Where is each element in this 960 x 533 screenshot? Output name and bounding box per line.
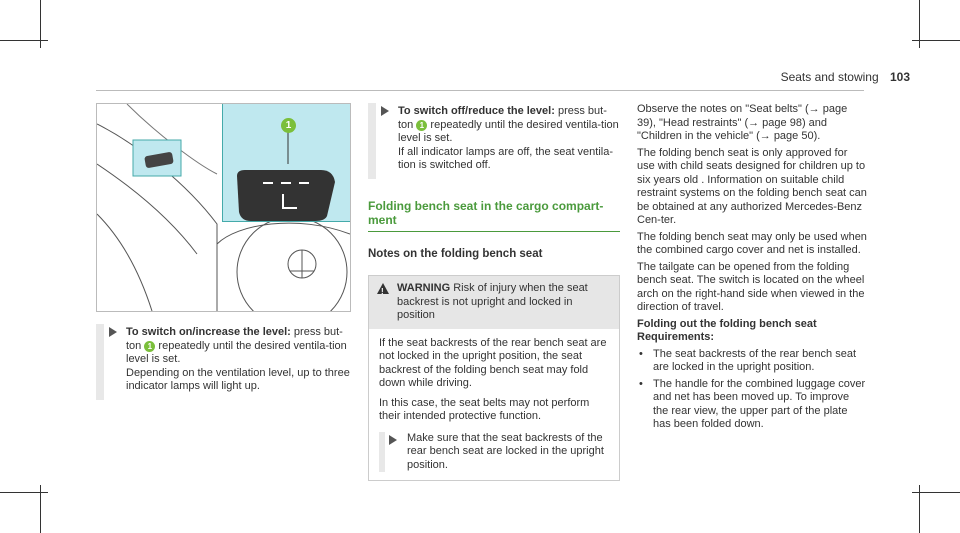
step-title: To switch on/increase the level: (126, 326, 291, 338)
warning-header (369, 276, 619, 329)
step-arrow-icon (381, 106, 389, 116)
seat-ventilation-figure (96, 103, 351, 312)
warning-step-text: Make sure that the seat backrests of the rear bench seat are locked in the upright position. (407, 431, 604, 471)
crop-mark (0, 40, 48, 41)
step-arrow-icon (109, 327, 117, 337)
left-column (96, 324, 350, 400)
warning-triangle-icon: ! (377, 283, 389, 294)
requirements-label: Requirements: (637, 331, 715, 343)
bullet-item: • The handle for the combined luggage cover and net has been moved up. To improve the rear view, the upper part of the plate has been folded down. (637, 378, 867, 432)
subheading: Folding out the folding bench seat (637, 317, 817, 330)
step-title: To switch off/reduce the level: (398, 105, 555, 117)
page-header (781, 70, 910, 84)
warning-body (369, 329, 619, 481)
warning-head-text: Risk of injury when the seat backrest is not upright and locked in position (397, 282, 588, 321)
subsection-title: Notes on the folding bench seat (368, 247, 543, 260)
step-text: repeatedly until the desired ventila-tion level is set. (126, 339, 347, 365)
switch-off-step (368, 103, 620, 179)
callout-1-badge: 1 (144, 341, 155, 352)
paragraph: The folding bench seat may only be used when the combined cargo cover and net is installed. (637, 230, 867, 256)
paragraph: The folding bench seat is only approved for use with child seats designed for children up to six years old . Information on suitable child restraint systems on the folding bench seat can be obtained at any authorized Mercedes-Benz Cen-ter. (637, 146, 867, 226)
step-note: Depending on the ventilation level, up to three indicator lamps will light up. (126, 366, 350, 392)
step-text: repeatedly until the desired ventila-tion level is set. (398, 118, 619, 144)
paragraph: Observe the notes on "Seat belts" (→ page 39), "Head restraints" (→ page 98) and "Children in the vehicle" (→ page 50). (637, 103, 848, 142)
warning-step (379, 432, 609, 473)
bullet-item: • The seat backrests of the rear bench seat are locked in the upright position. (637, 348, 867, 375)
warning-paragraph: In this case, the seat belts may not perform their intended protective function. (379, 396, 590, 422)
middle-column (368, 103, 620, 481)
header-rule (96, 90, 864, 91)
warning-box (368, 275, 620, 481)
crop-mark (912, 492, 960, 493)
warning-label: WARNING (397, 282, 451, 294)
crop-mark (912, 40, 960, 41)
header-section: Seats and stowing (780, 70, 879, 84)
step-arrow-icon (389, 435, 397, 445)
callout-1-badge: 1 (416, 120, 427, 131)
paragraph: The tailgate can be opened from the folding bench seat. The switch is located on the wheel arch on the right-hand side when viewed in the direction of travel. (637, 260, 865, 313)
section-title: Folding bench seat in the cargo compart-ment (368, 199, 620, 232)
step-text: press but-ton (126, 326, 343, 352)
crop-mark (0, 492, 48, 493)
callout-1-badge: 1 (281, 118, 296, 133)
switch-zoom-panel (222, 104, 351, 222)
right-column (637, 103, 867, 432)
switch-on-step (96, 324, 350, 400)
warning-paragraph: If the seat backrests of the rear bench seat are not locked in the upright position, the seat backrest of the folding bench seat may fold down while driving. (379, 336, 607, 389)
page-number: 103 (889, 70, 910, 84)
step-note: If all indicator lamps are off, the seat ventila-tion is switched off. (398, 145, 614, 171)
step-text: press but-ton (398, 105, 607, 131)
